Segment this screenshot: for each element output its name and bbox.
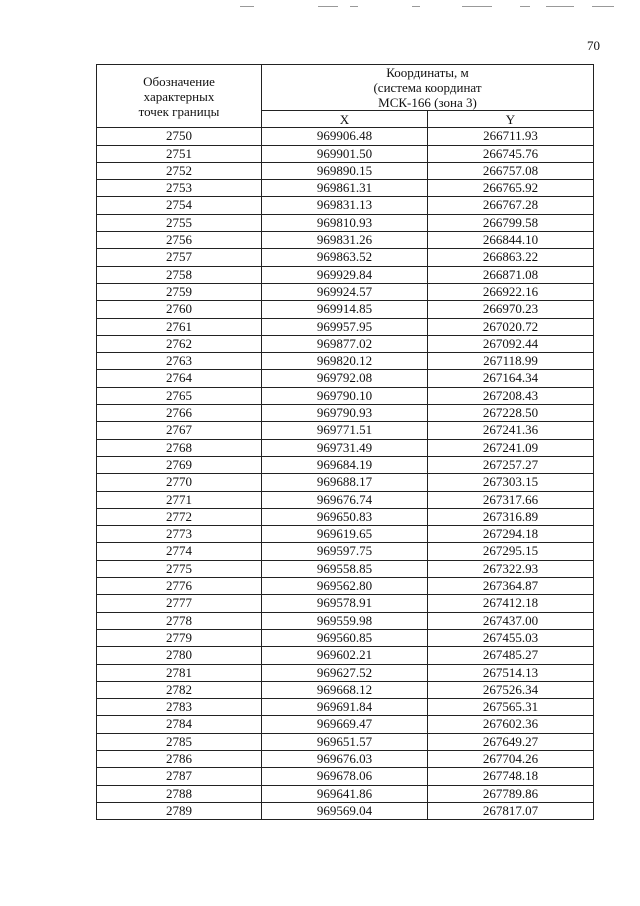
x-coordinate-cell: 969831.13 xyxy=(262,197,428,214)
point-id-cell: 2751 xyxy=(97,145,262,162)
y-coordinate-cell: 266863.22 xyxy=(428,249,594,266)
x-coordinate-cell: 969863.52 xyxy=(262,249,428,266)
point-id-cell: 2776 xyxy=(97,578,262,595)
table-row xyxy=(97,422,594,439)
point-id-cell: 2783 xyxy=(97,699,262,716)
x-coordinate-cell: 969877.02 xyxy=(262,335,428,352)
table-row xyxy=(97,768,594,785)
header-y: Y xyxy=(428,111,594,128)
x-coordinate-cell: 969914.85 xyxy=(262,301,428,318)
x-coordinate-cell: 969957.95 xyxy=(262,318,428,335)
table-row xyxy=(97,318,594,335)
point-id-cell: 2768 xyxy=(97,439,262,456)
y-coordinate-cell: 267228.50 xyxy=(428,405,594,422)
point-id-cell: 2762 xyxy=(97,335,262,352)
y-coordinate-cell: 267316.89 xyxy=(428,508,594,525)
y-coordinate-cell: 267649.27 xyxy=(428,733,594,750)
point-id-cell: 2786 xyxy=(97,750,262,767)
x-coordinate-cell: 969619.65 xyxy=(262,526,428,543)
y-coordinate-cell: 267602.36 xyxy=(428,716,594,733)
table-row xyxy=(97,128,594,145)
header-point-line: Обозначение xyxy=(143,73,215,89)
table-row xyxy=(97,370,594,387)
y-coordinate-cell: 267164.34 xyxy=(428,370,594,387)
table-row xyxy=(97,197,594,214)
y-coordinate-cell: 267748.18 xyxy=(428,768,594,785)
point-id-cell: 2756 xyxy=(97,232,262,249)
table-row xyxy=(97,560,594,577)
x-coordinate-cell: 969560.85 xyxy=(262,629,428,646)
y-coordinate-cell: 266711.93 xyxy=(428,128,594,145)
header-point-line: точек границы xyxy=(138,103,220,119)
point-id-cell: 2789 xyxy=(97,802,262,819)
point-id-cell: 2755 xyxy=(97,214,262,231)
header-x: X xyxy=(262,111,428,128)
table-row xyxy=(97,232,594,249)
y-coordinate-cell: 266922.16 xyxy=(428,283,594,300)
y-coordinate-cell: 267020.72 xyxy=(428,318,594,335)
x-coordinate-cell: 969901.50 xyxy=(262,145,428,162)
table-row xyxy=(97,595,594,612)
y-coordinate-cell: 267817.07 xyxy=(428,802,594,819)
x-coordinate-cell: 969650.83 xyxy=(262,508,428,525)
table-row xyxy=(97,526,594,543)
y-coordinate-cell: 266745.76 xyxy=(428,145,594,162)
table-row xyxy=(97,716,594,733)
y-coordinate-cell: 267526.34 xyxy=(428,681,594,698)
point-id-cell: 2787 xyxy=(97,768,262,785)
x-coordinate-cell: 969731.49 xyxy=(262,439,428,456)
header-point-line: характерных xyxy=(143,88,215,104)
y-coordinate-cell: 267241.09 xyxy=(428,439,594,456)
header-coords-line: (система координат xyxy=(373,80,482,95)
y-coordinate-cell: 266844.10 xyxy=(428,232,594,249)
table-row xyxy=(97,249,594,266)
point-id-cell: 2754 xyxy=(97,197,262,214)
x-coordinate-cell: 969831.26 xyxy=(262,232,428,249)
x-coordinate-cell: 969688.17 xyxy=(262,474,428,491)
point-id-cell: 2782 xyxy=(97,681,262,698)
x-coordinate-cell: 969562.80 xyxy=(262,578,428,595)
point-id-cell: 2760 xyxy=(97,301,262,318)
table-row xyxy=(97,439,594,456)
point-id-cell: 2770 xyxy=(97,474,262,491)
x-coordinate-cell: 969691.84 xyxy=(262,699,428,716)
point-id-cell: 2753 xyxy=(97,180,262,197)
table-row xyxy=(97,180,594,197)
x-coordinate-cell: 969641.86 xyxy=(262,785,428,802)
x-coordinate-cell: 969790.10 xyxy=(262,387,428,404)
y-coordinate-cell: 267303.15 xyxy=(428,474,594,491)
y-coordinate-cell: 267565.31 xyxy=(428,699,594,716)
y-coordinate-cell: 267412.18 xyxy=(428,595,594,612)
x-coordinate-cell: 969676.03 xyxy=(262,750,428,767)
table-row xyxy=(97,733,594,750)
page-number: 70 xyxy=(587,38,600,53)
table-row xyxy=(97,145,594,162)
x-coordinate-cell: 969676.74 xyxy=(262,491,428,508)
y-coordinate-cell: 267485.27 xyxy=(428,647,594,664)
table-row xyxy=(97,699,594,716)
x-coordinate-cell: 969790.93 xyxy=(262,405,428,422)
table-row xyxy=(97,283,594,300)
x-coordinate-cell: 969792.08 xyxy=(262,370,428,387)
point-id-cell: 2772 xyxy=(97,508,262,525)
table-row xyxy=(97,266,594,283)
y-coordinate-cell: 266970.23 xyxy=(428,301,594,318)
x-coordinate-cell: 969558.85 xyxy=(262,560,428,577)
point-id-cell: 2773 xyxy=(97,526,262,543)
y-coordinate-cell: 267704.26 xyxy=(428,750,594,767)
point-id-cell: 2788 xyxy=(97,785,262,802)
table-row xyxy=(97,578,594,595)
x-coordinate-cell: 969559.98 xyxy=(262,612,428,629)
x-coordinate-cell: 969906.48 xyxy=(262,128,428,145)
table-row xyxy=(97,612,594,629)
y-coordinate-cell: 266799.58 xyxy=(428,214,594,231)
x-coordinate-cell: 969627.52 xyxy=(262,664,428,681)
y-coordinate-cell: 267455.03 xyxy=(428,629,594,646)
y-coordinate-cell: 267294.18 xyxy=(428,526,594,543)
table-row xyxy=(97,508,594,525)
x-coordinate-cell: 969820.12 xyxy=(262,353,428,370)
x-coordinate-cell: 969929.84 xyxy=(262,266,428,283)
table-row xyxy=(97,214,594,231)
point-id-cell: 2779 xyxy=(97,629,262,646)
y-coordinate-cell: 267364.87 xyxy=(428,578,594,595)
point-id-cell: 2785 xyxy=(97,733,262,750)
x-coordinate-cell: 969668.12 xyxy=(262,681,428,698)
point-id-cell: 2767 xyxy=(97,422,262,439)
y-coordinate-cell: 267437.00 xyxy=(428,612,594,629)
y-coordinate-cell: 266765.92 xyxy=(428,180,594,197)
x-coordinate-cell: 969810.93 xyxy=(262,214,428,231)
y-coordinate-cell: 267317.66 xyxy=(428,491,594,508)
point-id-cell: 2764 xyxy=(97,370,262,387)
point-id-cell: 2757 xyxy=(97,249,262,266)
y-coordinate-cell: 267789.86 xyxy=(428,785,594,802)
table-row xyxy=(97,664,594,681)
x-coordinate-cell: 969684.19 xyxy=(262,456,428,473)
point-id-cell: 2766 xyxy=(97,405,262,422)
y-coordinate-cell: 267118.99 xyxy=(428,353,594,370)
y-coordinate-cell: 267241.36 xyxy=(428,422,594,439)
point-id-cell: 2769 xyxy=(97,456,262,473)
coordinates-table xyxy=(96,64,594,820)
table-row xyxy=(97,647,594,664)
point-id-cell: 2761 xyxy=(97,318,262,335)
point-id-cell: 2780 xyxy=(97,647,262,664)
y-coordinate-cell: 267092.44 xyxy=(428,335,594,352)
y-coordinate-cell: 267295.15 xyxy=(428,543,594,560)
x-coordinate-cell: 969890.15 xyxy=(262,162,428,179)
header-coords-line: МСК-166 (зона 3) xyxy=(378,95,477,110)
point-id-cell: 2778 xyxy=(97,612,262,629)
x-coordinate-cell: 969924.57 xyxy=(262,283,428,300)
x-coordinate-cell: 969771.51 xyxy=(262,422,428,439)
x-coordinate-cell: 969678.06 xyxy=(262,768,428,785)
point-id-cell: 2765 xyxy=(97,387,262,404)
table-row xyxy=(97,681,594,698)
x-coordinate-cell: 969651.57 xyxy=(262,733,428,750)
x-coordinate-cell: 969602.21 xyxy=(262,647,428,664)
y-coordinate-cell: 267208.43 xyxy=(428,387,594,404)
y-coordinate-cell: 266767.28 xyxy=(428,197,594,214)
table-row xyxy=(97,802,594,819)
point-id-cell: 2784 xyxy=(97,716,262,733)
y-coordinate-cell: 266757.08 xyxy=(428,162,594,179)
point-id-cell: 2752 xyxy=(97,162,262,179)
x-coordinate-cell: 969861.31 xyxy=(262,180,428,197)
point-id-cell: 2771 xyxy=(97,491,262,508)
header-point-designation xyxy=(97,65,262,128)
x-coordinate-cell: 969669.47 xyxy=(262,716,428,733)
y-coordinate-cell: 267257.27 xyxy=(428,456,594,473)
x-coordinate-cell: 969578.91 xyxy=(262,595,428,612)
table-row xyxy=(97,456,594,473)
table-row xyxy=(97,629,594,646)
table-row xyxy=(97,543,594,560)
table-row xyxy=(97,387,594,404)
point-id-cell: 2758 xyxy=(97,266,262,283)
y-coordinate-cell: 266871.08 xyxy=(428,266,594,283)
point-id-cell: 2774 xyxy=(97,543,262,560)
header-coords-line: Координаты, м xyxy=(386,65,469,80)
scan-top-marks xyxy=(200,6,620,10)
table-row xyxy=(97,162,594,179)
x-coordinate-cell: 969597.75 xyxy=(262,543,428,560)
table-row xyxy=(97,785,594,802)
table-row xyxy=(97,750,594,767)
table-row xyxy=(97,491,594,508)
table-row xyxy=(97,335,594,352)
table-row xyxy=(97,353,594,370)
table-row xyxy=(97,474,594,491)
point-id-cell: 2775 xyxy=(97,560,262,577)
table-row xyxy=(97,405,594,422)
point-id-cell: 2781 xyxy=(97,664,262,681)
y-coordinate-cell: 267514.13 xyxy=(428,664,594,681)
table-row xyxy=(97,301,594,318)
point-id-cell: 2777 xyxy=(97,595,262,612)
point-id-cell: 2750 xyxy=(97,128,262,145)
y-coordinate-cell: 267322.93 xyxy=(428,560,594,577)
point-id-cell: 2763 xyxy=(97,353,262,370)
point-id-cell: 2759 xyxy=(97,283,262,300)
header-coordinates xyxy=(262,65,594,111)
x-coordinate-cell: 969569.04 xyxy=(262,802,428,819)
